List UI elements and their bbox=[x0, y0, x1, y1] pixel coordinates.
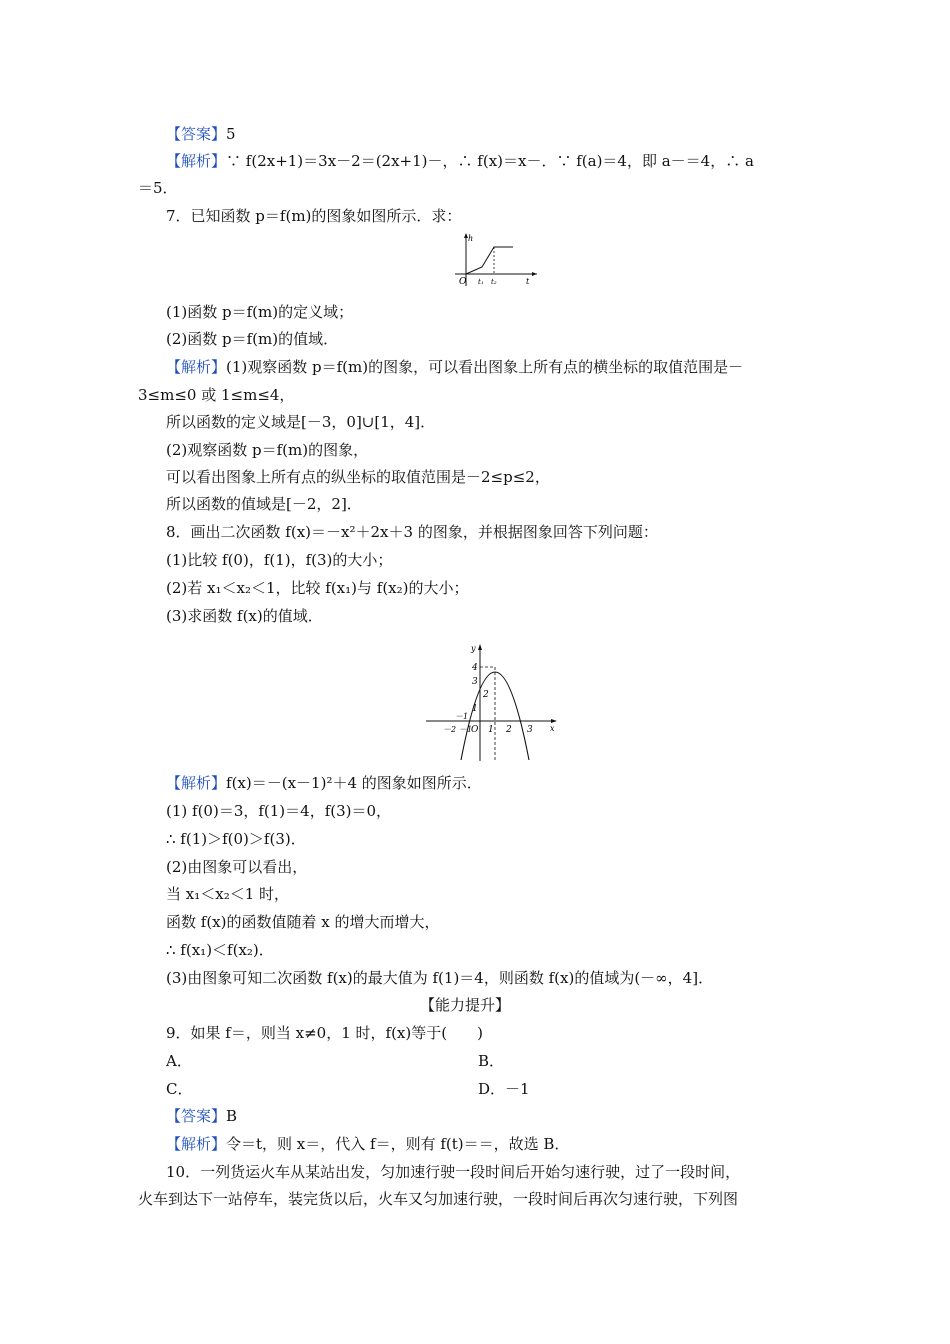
line-analysis-7 bbox=[166, 357, 743, 377]
y-tick-neg1: －1 bbox=[455, 712, 469, 721]
line-analysis-9 bbox=[166, 1134, 569, 1154]
option-b: B． bbox=[478, 1052, 505, 1070]
y-tick-4: 4 bbox=[472, 663, 478, 673]
text-line: ＝5． bbox=[138, 179, 178, 197]
y-tick-1: 1 bbox=[472, 704, 478, 714]
question-8-part-2: (2)若 x₁＜x₂＜1，比较 f(x₁)与 f(x₂)的大小； bbox=[166, 579, 469, 597]
t1-label: t₁ bbox=[478, 278, 484, 286]
analysis-text: (1)观察函数 p＝f(m)的图象，可以看出图象上所有点的横坐标的取值范围是－ bbox=[226, 358, 744, 376]
figure-step-graph bbox=[451, 230, 541, 288]
question-7: 7．已知函数 p＝f(m)的图象如图所示．求： bbox=[166, 207, 462, 225]
analysis-tag: 【解析】 bbox=[166, 152, 227, 170]
text-line: 所以函数的定义域是[－3，0]∪[1，4]． bbox=[166, 413, 436, 431]
line-analysis-6 bbox=[166, 151, 754, 171]
origin-label: O bbox=[459, 277, 467, 287]
x-axis-label: x bbox=[550, 724, 555, 733]
x-axis-arrow bbox=[551, 719, 557, 723]
question-9: 9．如果 f＝，则当 x≠0，1 时，f(x)等于( ) bbox=[166, 1024, 483, 1042]
option-d: D．－1 bbox=[478, 1080, 530, 1098]
question-8-part-3: (3)求函数 f(x)的值域． bbox=[166, 607, 323, 625]
answer-value: 5 bbox=[226, 125, 236, 143]
analysis-text: f(x)＝－(x－1)²＋4 的图象如图所示． bbox=[226, 774, 482, 792]
answer-value: B bbox=[226, 1107, 238, 1125]
analysis-tag: 【解析】 bbox=[166, 358, 227, 376]
x-tick-3: 3 bbox=[527, 725, 533, 735]
section-heading: 【能力提升】 bbox=[420, 996, 511, 1014]
graph-curve bbox=[466, 247, 513, 274]
text-line: 函数 f(x)的函数值随着 x 的增大而增大， bbox=[166, 913, 440, 931]
analysis-text: ∵ f(2x+1)＝3x－2＝(2x+1)－，∴ f(x)＝x－．∵ f(a)＝4，即 a－＝4，∴ a bbox=[226, 152, 754, 170]
x-tick-2: 2 bbox=[506, 725, 512, 735]
option-a: A． bbox=[166, 1052, 192, 1070]
question-8-part-1: (1)比较 f(0)，f(1)，f(3)的大小； bbox=[166, 551, 393, 569]
origin-label: O bbox=[471, 725, 479, 735]
text-line: (2)由图象可以看出， bbox=[166, 858, 308, 876]
text-line: ∴ f(x₁)＜f(x₂)． bbox=[166, 941, 274, 959]
text-line: (3)由图象可知二次函数 f(x)的最大值为 f(1)＝4，则函数 f(x)的值域为(－∞，4]． bbox=[166, 969, 714, 987]
figure-parabola bbox=[423, 639, 563, 765]
x-axis-arrow bbox=[532, 272, 537, 276]
analysis-tag: 【解析】 bbox=[166, 1135, 227, 1153]
y-axis-label: h bbox=[468, 234, 474, 243]
question-7-part-1: (1)函数 p＝f(m)的定义域； bbox=[166, 303, 354, 321]
answer-tag: 【答案】 bbox=[166, 1107, 227, 1125]
text-line: 火车到达下一站停车，装完货以后，火车又匀加速行驶，一段时间后再次匀速行驶，下列图 bbox=[138, 1190, 739, 1208]
question-7-part-2: (2)函数 p＝f(m)的值域． bbox=[166, 330, 339, 348]
x-axis-label: t bbox=[526, 277, 530, 286]
text-line: 所以函数的值域是[－2，2]． bbox=[166, 495, 362, 513]
text-line: 可以看出图象上所有点的纵坐标的取值范围是－2≤p≤2， bbox=[166, 468, 550, 486]
x-tick-neg1: －1 bbox=[459, 725, 473, 734]
text-line: (1) f(0)＝3，f(1)＝4，f(3)＝0， bbox=[166, 802, 392, 820]
option-c: C． bbox=[166, 1080, 193, 1098]
t2-label: t₂ bbox=[491, 278, 497, 286]
line-answer-6 bbox=[166, 124, 236, 144]
question-10: 10．一列货运火车从某站出发，匀加速行驶一段时间后开始匀速行驶，过了一段时间， bbox=[166, 1163, 741, 1181]
text-line: 3≤m≤0 或 1≤m≤4， bbox=[138, 386, 295, 404]
text-line: 当 x₁＜x₂＜1 时， bbox=[166, 885, 290, 903]
line-analysis-8 bbox=[166, 773, 482, 793]
y-axis-arrow bbox=[478, 644, 482, 650]
answer-tag: 【答案】 bbox=[166, 125, 227, 143]
question-8: 8．画出二次函数 f(x)＝－x²＋2x＋3 的图象，并根据图象回答下列问题： bbox=[166, 523, 658, 541]
x-tick-1: 1 bbox=[488, 725, 494, 735]
text-line: ∴ f(1)＞f(0)＞f(3)． bbox=[166, 830, 306, 848]
text-line: (2)观察函数 p＝f(m)的图象， bbox=[166, 441, 369, 459]
line-answer-9 bbox=[166, 1106, 237, 1126]
analysis-text: 令＝t，则 x＝，代入 f＝，则有 f(t)＝＝，故选 B． bbox=[226, 1135, 570, 1153]
y-tick-3: 3 bbox=[472, 677, 478, 687]
analysis-tag: 【解析】 bbox=[166, 774, 227, 792]
y-axis-label: y bbox=[471, 644, 476, 653]
y-tick-2: 2 bbox=[483, 690, 489, 700]
x-tick-neg2: －2 bbox=[443, 725, 457, 734]
